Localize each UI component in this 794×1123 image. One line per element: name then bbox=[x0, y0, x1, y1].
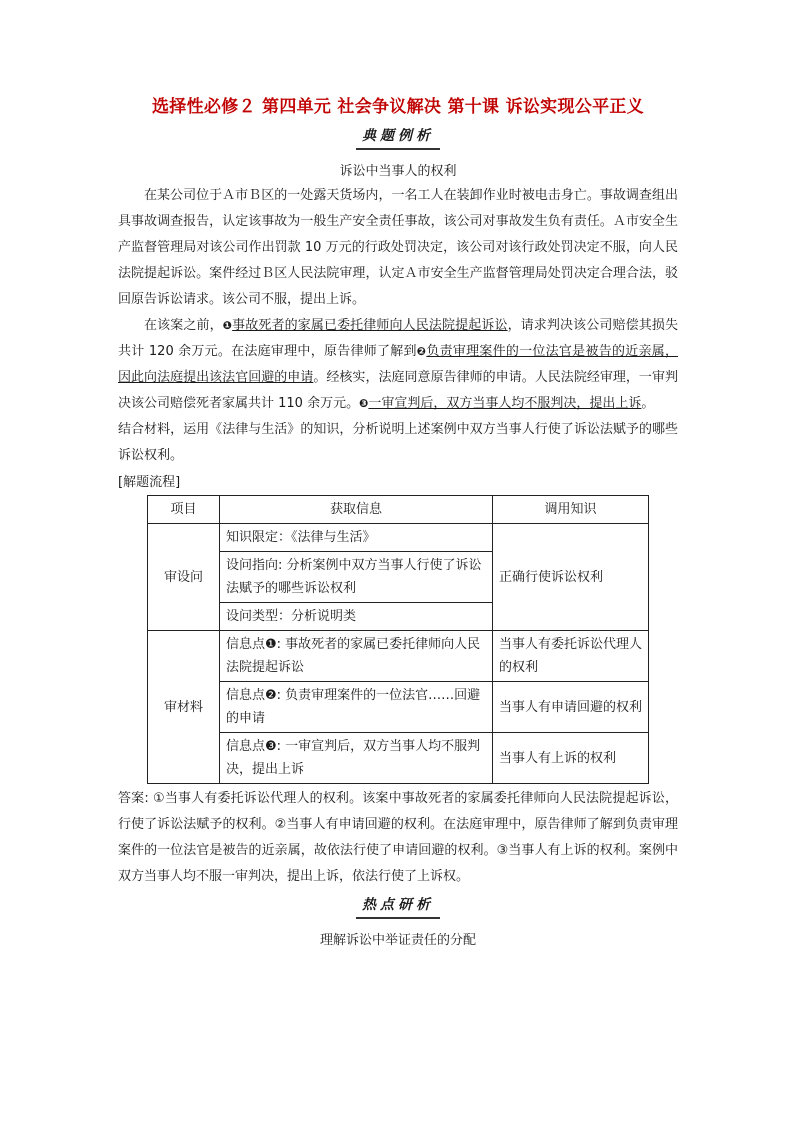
section-head-examples bbox=[118, 125, 678, 150]
section-head-examples-label: 典题例析 bbox=[356, 125, 440, 150]
document-page bbox=[118, 92, 678, 948]
info-cell: 信息点❷: 负责审理案件的一位法官……回避的申请 bbox=[220, 682, 493, 733]
solution-flow-label: [解题流程] bbox=[118, 475, 181, 490]
table-header-row bbox=[148, 496, 649, 524]
knowledge-cell: 当事人有申请回避的权利 bbox=[493, 682, 649, 733]
knowledge-cell: 正确行使诉讼权利 bbox=[493, 524, 649, 631]
case-paragraph-2: 在该案之前，❶事故死者的家属已委托律师向人民法院提起诉讼，请求判决该公司赔偿其损失共计 120 余万元。在法庭审理中，原告律师了解到❷负责审理案件的一位法官是被告的近亲属，因此向法庭提出该法官回避的申请。经核实，法庭同意原告律师的申请。人民法院经审理，一审判决该公司赔偿死者家属共计 110 余万元。❸一审宣判后，双方当事人均不服判决，提出上诉。 bbox=[118, 318, 678, 411]
group-label-question: 审设问 bbox=[148, 524, 220, 631]
marker-3: ❸ bbox=[359, 397, 369, 410]
info-cell: 信息点❸: 一审宣判后，双方当事人均不服判决，提出上诉 bbox=[220, 733, 493, 784]
knowledge-cell: 当事人有委托诉讼代理人的权利 bbox=[493, 631, 649, 682]
group-label-material: 审材料 bbox=[148, 631, 220, 784]
question-text: 结合材料，运用《法律与生活》的知识，分析说明上述案例中双方当事人行使了诉讼法赋予的哪些诉讼权利。 bbox=[118, 422, 678, 463]
table-row bbox=[148, 631, 649, 682]
solution-flow-table bbox=[147, 495, 649, 784]
info-cell: 信息点❶: 事故死者的家属已委托律师向人民法院提起诉讼 bbox=[220, 631, 493, 682]
underlined-info-2: 负责审理案件的一位法官是被告的近亲属，因此向法庭提出该法官回避的申请 bbox=[118, 344, 678, 385]
section-head-hotspot bbox=[118, 894, 678, 919]
topic-title-2: 理解诉讼中举证责任的分配 bbox=[319, 933, 476, 948]
header-item: 项目 bbox=[148, 496, 220, 524]
header-knowledge: 调用知识 bbox=[493, 496, 649, 524]
marker-1: ❶ bbox=[222, 319, 233, 332]
info-cell: 设问类型：分析说明类 bbox=[220, 603, 493, 631]
topic-title: 诉讼中当事人的权利 bbox=[339, 164, 457, 179]
table-row bbox=[148, 524, 649, 552]
table-row bbox=[148, 733, 649, 784]
underlined-info-1: 事故死者的家属已委托律师向人民法院提起诉讼 bbox=[232, 318, 508, 333]
document-title: 选择性必修２ 第四单元 社会争议解决 第十课 诉讼实现公平正义 bbox=[152, 97, 644, 117]
header-info: 获取信息 bbox=[220, 496, 493, 524]
case-paragraph-1: 在某公司位于Ａ市Ｂ区的一处露天货场内，一名工人在装卸作业时被电击身亡。事故调查组出具事故调查报告，认定该事故为一般生产安全责任事故，该公司对事故发生负有责任。Ａ市安全生产监督管理局对该公司作出罚款 10 万元的行政处罚决定，该公司对该行政处罚决定不服，向人民法院提起诉讼。案件经过Ｂ区人民法院审理，认定Ａ市安全生产监督管理局处罚决定合理合法，驳回原告诉讼请求。该公司不服，提出上诉。 bbox=[118, 188, 678, 307]
underlined-info-3: 一审宣判后，双方当事人均不服判决，提出上诉 bbox=[368, 396, 642, 411]
knowledge-cell: 当事人有上诉的权利 bbox=[493, 733, 649, 784]
marker-2: ❷ bbox=[416, 345, 427, 358]
table-row bbox=[148, 682, 649, 733]
answer-text: 答案: ①当事人有委托诉讼代理人的权利。该案中事故死者的家属委托律师向人民法院提起诉讼，行使了诉讼法赋予的权利。②当事人有申请回避的权利。在法庭审理中，原告律师了解到负责审理案件的一位法官是被告的近亲属，故依法行使了申请回避的权利。③当事人有上诉的权利。案例中双方当事人均不服一审判决，提出上诉，依法行使了上诉权。 bbox=[118, 791, 678, 884]
info-cell: 知识限定：《法律与生活》 bbox=[220, 524, 493, 552]
info-cell: 设问指向: 分析案例中双方当事人行使了诉讼法赋予的哪些诉讼权利 bbox=[220, 552, 493, 603]
section-head-hotspot-label: 热点研析 bbox=[356, 894, 440, 919]
